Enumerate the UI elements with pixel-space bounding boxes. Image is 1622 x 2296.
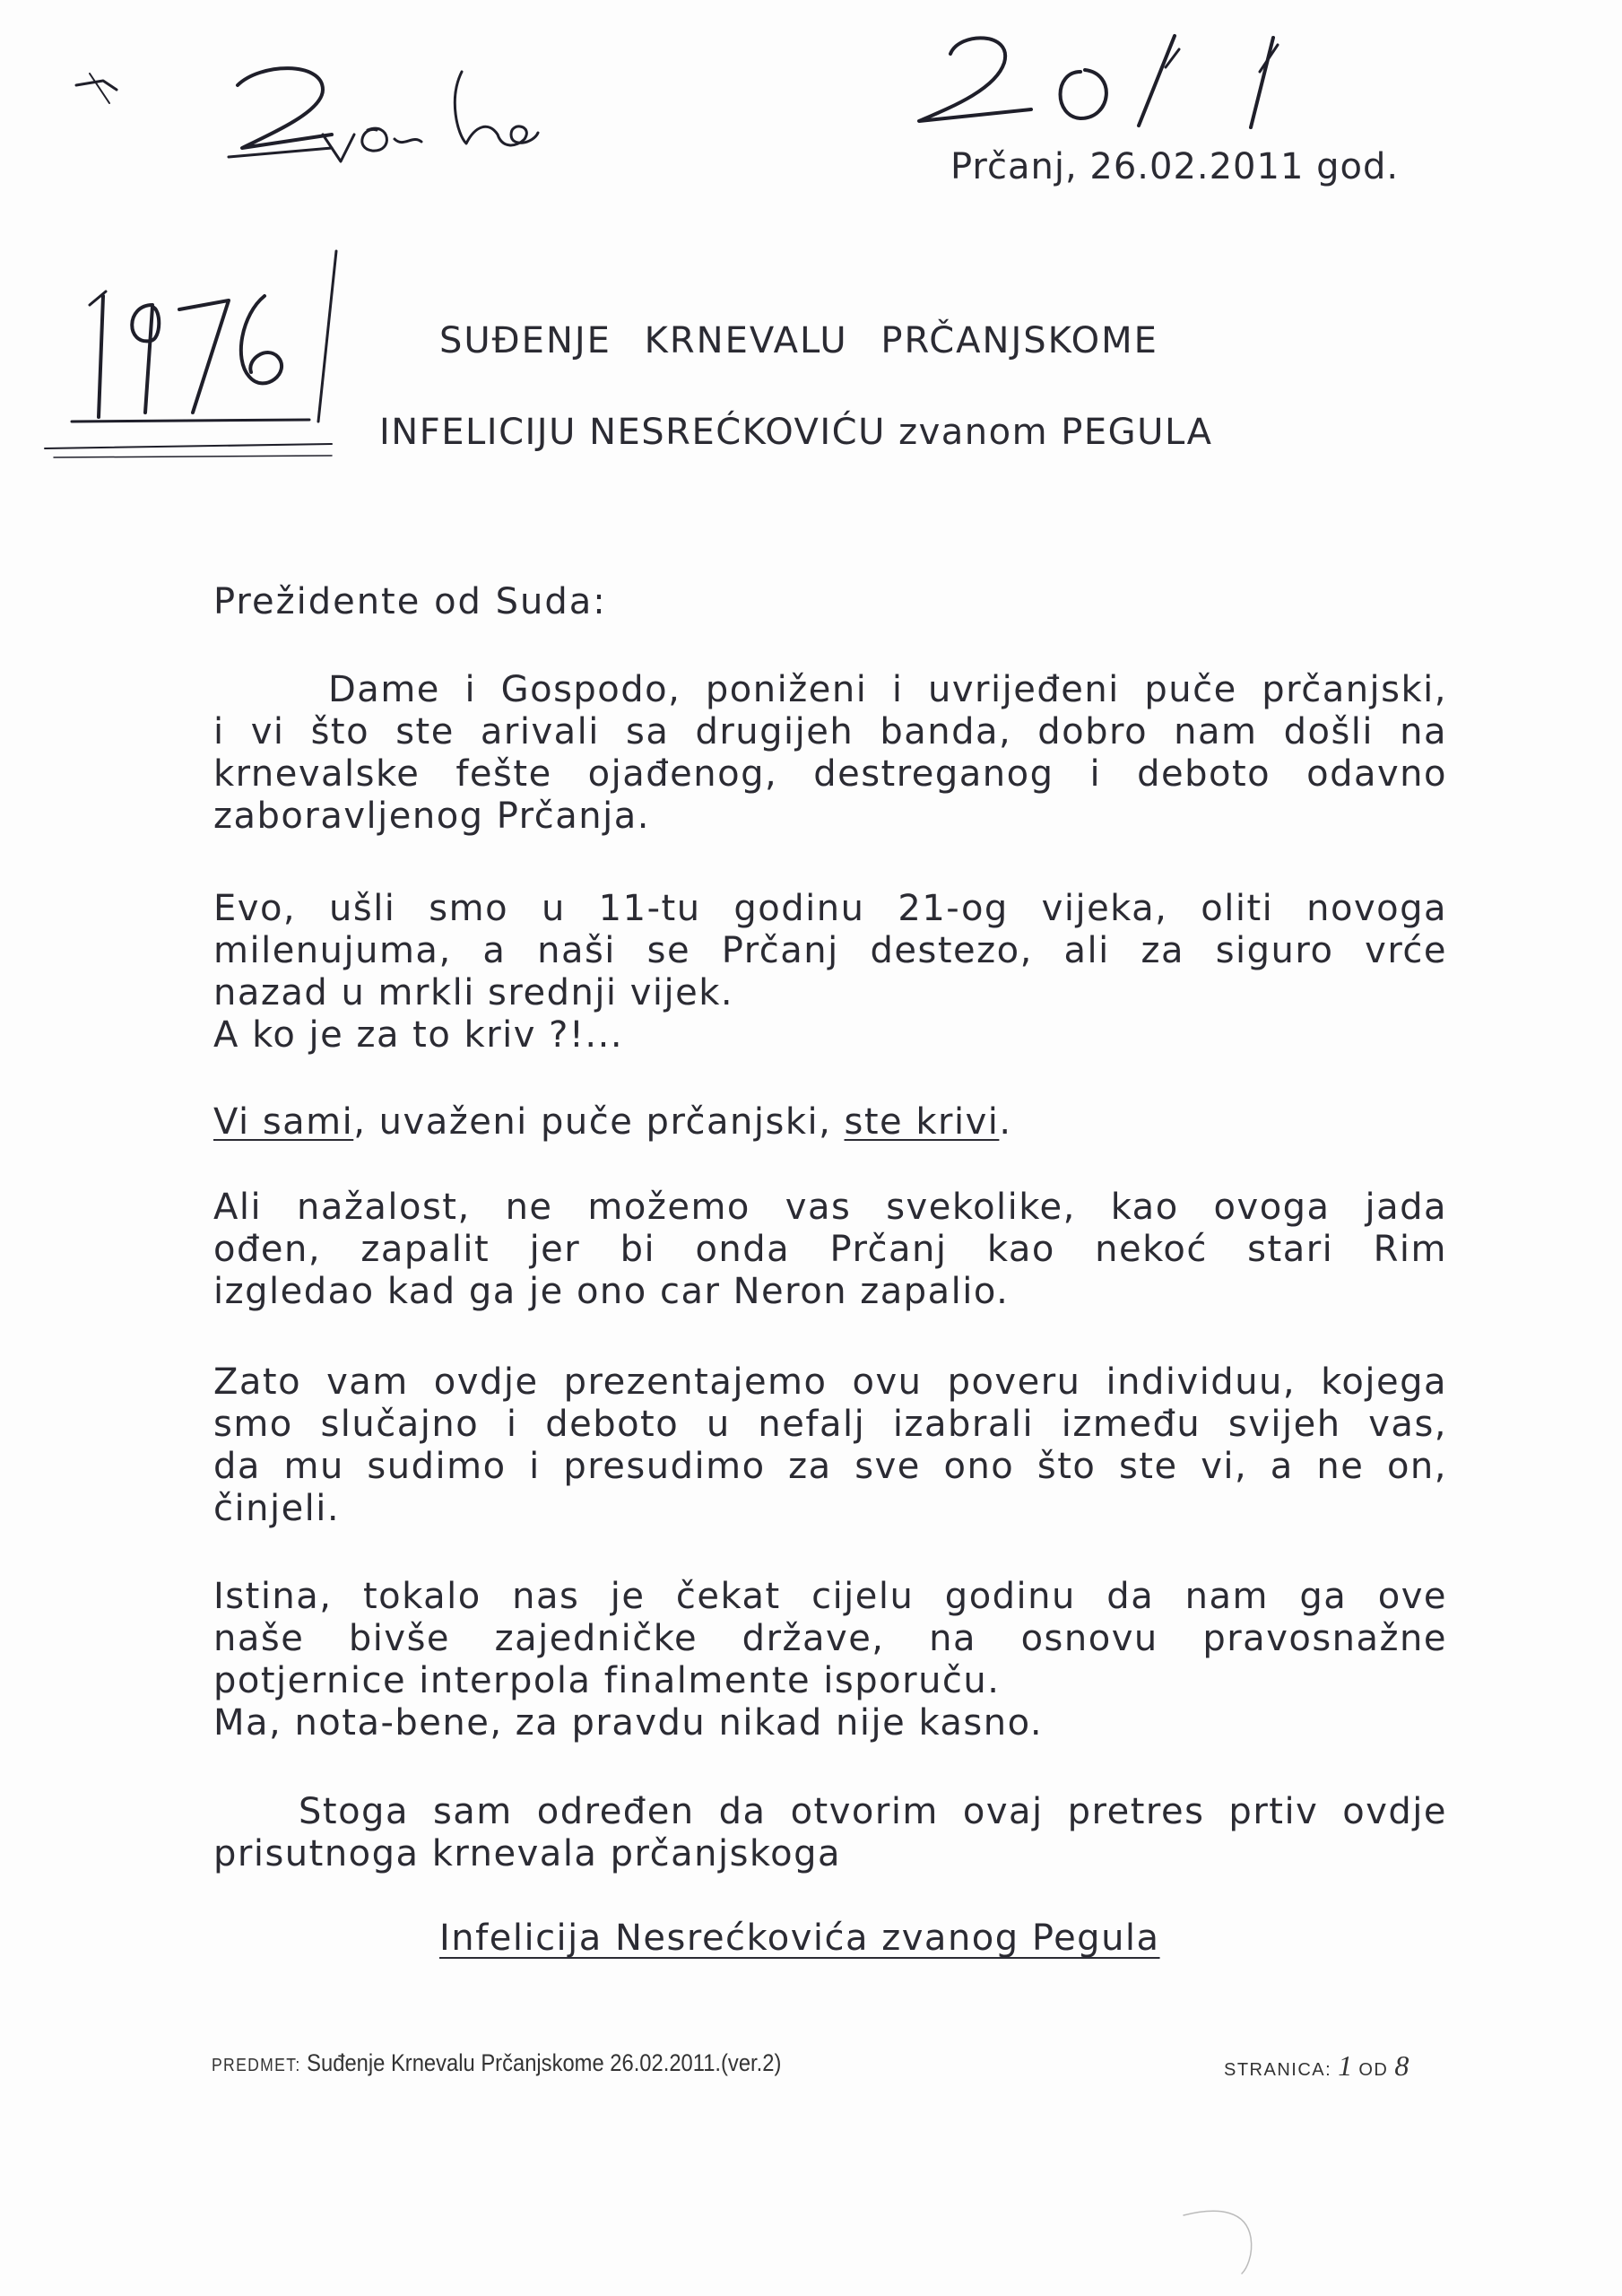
footer-page-total: 8 [1394,2049,1409,2082]
footer-page-current: 1 [1338,2049,1353,2082]
text-line: Dame i Gospodo, poniženi i uvrijeđeni puče prčanjski, [328,669,1447,710]
opening-address: Prežidente od Suda: [213,581,607,622]
document-title-line-2: INFELICIJU NESREĆKOVIĆU zvanom PEGULA [379,412,1213,453]
defendant-name-line: Infelicija Nesrećkovića zvanog Pegula [439,1918,1160,1959]
underlined-phrase: ste krivi [844,1101,1000,1143]
text-line: A ko je za to kriv ?!... [213,1014,624,1056]
handwritten-year-1976 [36,242,377,475]
text-line: ođen, zapalit jer bi onda Prčanj kao nekoć stari Rim [213,1229,1447,1270]
paragraph-7 [213,1791,1447,1875]
text-line: Ali nažalost, ne možemo vas svekolike, kao ovoga jada [213,1187,1447,1228]
paragraph-5 [213,1361,1447,1530]
footer-page-of: OD [1358,2060,1389,2080]
text-line: Zato vam ovdje prezentajemo ovu poveru individuu, kojega [213,1361,1447,1403]
place-date-line: Prčanj, 26.02.2011 god. [950,146,1400,187]
text-line: naše bivše zajedničke države, na osnovu pravosnažne [213,1618,1447,1659]
footer-subject-label: PREDMET: [212,2056,301,2075]
text-line: prisutnoga krnevala prčanjskoga [213,1833,842,1874]
document-title-line-1: SUĐENJE KRNEVALU PRČANJSKOME [439,320,1158,361]
text-line: Istina, tokalo nas je čekat cijelu godinu da nam ga ove [213,1576,1447,1617]
paragraph-2 [213,888,1447,1057]
paragraph-1 [213,669,1447,838]
text-line: Ma, nota-bene, za pravdu nikad nije kasno. [213,1702,1044,1744]
text-line: krnevalske fešte ojađenog, destreganog i deboto odavno [213,753,1447,795]
text-line: izgledao kad ga je ono car Neron zapalio. [213,1271,1010,1312]
paragraph-6 [213,1576,1447,1744]
text-line: činjeli. [213,1488,341,1529]
text-line: i vi što ste arivali sa drugijeh banda, dobro nam došli na [213,711,1447,752]
footer-subject-text: Suđenje Krnevalu Prčanjskome 26.02.2011.(ver.2) [307,2049,782,2076]
text-line: Vi sami, uvaženi puče prčanjski, ste krivi. [213,1101,1012,1143]
scan-mark [1166,2188,1273,2278]
text-line: Evo, ušli smo u 11-tu godinu 21-og vijeka, oliti novoga [213,888,1447,929]
underlined-phrase: Vi sami [213,1101,354,1143]
text-line: nazad u mrkli srednji vijek. [213,972,734,1013]
paragraph-4 [213,1187,1447,1313]
footer-page-number [1224,2049,1409,2083]
text-line: da mu sudimo i presudimo za sve ono što ste vi, a ne on, [213,1446,1447,1487]
footer-page-label: STRANICA: [1224,2060,1332,2080]
text-line: zaboravljenog Prčanja. [213,796,650,837]
text-line: potjernice interpola finalmente isporuču. [213,1660,1001,1701]
handwritten-year-2011 [897,18,1345,152]
text-line: smo slučajno i deboto u nefalj izabrali između svijeh vas, [213,1404,1447,1445]
text-line: Stoga sam određen da otvorim ovaj pretres prtiv ovdje [299,1791,1447,1832]
text-line: milenujuma, a naši se Prčanj destezo, ali za siguro vrće [213,930,1447,971]
paragraph-3 [213,1101,1447,1144]
handwritten-note-zvono [36,36,664,197]
footer-subject [212,2049,781,2077]
